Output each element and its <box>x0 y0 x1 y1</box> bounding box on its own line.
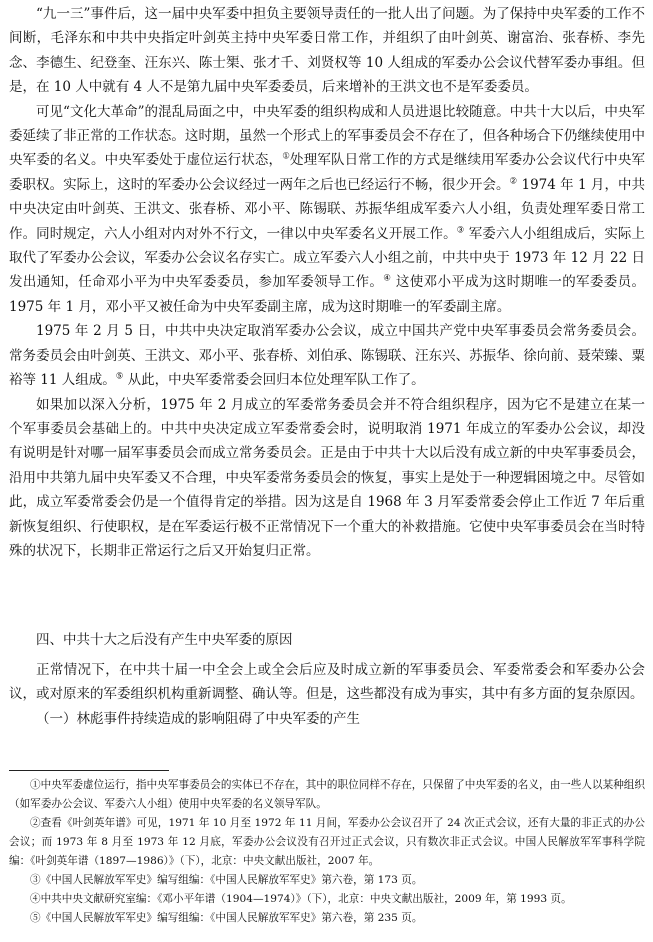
paragraph-1-text: “九一三”事件后，这一届中央军委中担负主要领导责任的一批人出了问题。为了保持中央军委的工作不间断，毛泽东和中共中央指定叶剑英主持中央军委日常工作，并组织了由叶剑英、谢富治、张春桥、李先念、李德生、纪登奎、汪东兴、陈士榘、张才千、刘贤权等 10 人组成的军委办公会议代替军委办事组。但是，在 10 人中就有 4 人不是第九届中央军委委员，后来增补的王洪文也不是军委委员。 <box>9 6 645 96</box>
paragraph-2 <box>9 100 645 320</box>
footnote-3-text: 《中国人民解放军军史》编写组编：《中国人民解放军军史》第六卷，第 173 页。 <box>40 874 423 886</box>
footnote-ref-4: ④ <box>383 273 392 284</box>
paragraph-3-text-b: 从此，中央军委常委会回归本位处理军队工作了。 <box>123 372 425 389</box>
footnote-5-text: 《中国人民解放军军史》编写组编：《中国人民解放军军史》第六卷，第 235 页。 <box>40 912 423 924</box>
body-text <box>9 2 645 563</box>
paragraph-2-text-d: 军委六人小组组成后，实际上取代了军委办公会议，军委办公会议名存实亡。成立军委六人小组之前，中共中央于 1973 年 12 月 22 日发出通知，任命邓小平为中央军委委员，参加军委领导工作。 <box>9 225 646 291</box>
after-heading-block <box>9 658 645 731</box>
footnote-2 <box>9 814 645 871</box>
paragraph-2-text-b: 处理军队日常工作的方式是继续用军委办公会议代行中央军委职权。实际上，这时的军委办公会议经过一两年之后也已经运行不畅，很少开会。 <box>9 152 646 193</box>
paragraph-1 <box>9 2 645 100</box>
paragraph-4-text: 如果加以深入分析，1975 年 2 月成立的军委常务委员会并不符合组织程序，因为它不是建立在某一个军事委员会基础上的。中共中央决定成立军委常委会时，说明取消 1971 年成立的军委办公会议，却没有说明是针对哪一届军事委员会而成立常务委员会。正是由于中共十大以后没有成立新的中央军事委员会，沿用中共第九届中央军委又不合理，中央军委常务委员会的恢复，事实上是处于一种逻辑困境之中。尽管如此，成立军委常委会仍是一个值得肯定的举措。因为这是自 1968 年 3 月军委常委会停止工作近 7 年后重新恢复组织、行使职权，是在军委运行极不正常情况下一个重大的补救措施。它使中央军事委员会在当时特殊的状况下，长期非正常运行之后又开始复归正常。 <box>9 396 645 559</box>
footnotes <box>9 776 645 928</box>
footnote-ref-1: ① <box>282 151 290 162</box>
footnote-divider <box>9 770 169 771</box>
paragraph-3 <box>9 319 645 392</box>
footnote-2-text: 查看《叶剑英年谱》可见，1971 年 10 月至 1972 年 11 月间，军委办公会议召开了 24 次正式会议，还有大量的非正式的办公会议；而 1973 年 8 月至 1973 年 12 月底，军委办公会议没有召开过正式会议，只有数次非正式会议。中国人民解放军军事科学院编：《叶剑英年谱（1897—1986）》（下），北京：中央文献出版社，2007 年。 <box>9 817 645 867</box>
paragraph-5: 正常情况下，在中共十届一中全会上或全会后应及时成立新的军事委员会、军委常委会和军委办公会议，或对原来的军委组织机构重新调整、确认等。但是，这些都没有成为事实，其中有多方面的复杂原因。 <box>9 662 645 703</box>
footnote-ref-5: ⑤ <box>115 371 124 382</box>
footnote-1-mark: ① <box>30 779 41 791</box>
footnote-ref-3: ③ <box>456 225 465 236</box>
footnote-1 <box>9 776 645 814</box>
footnote-3 <box>9 871 645 890</box>
footnote-4-text: 中共中央文献研究室编：《邓小平年谱（1904—1974）》（下），北京：中央文献出版社，2009 年，第 1993 页。 <box>40 893 572 905</box>
section-heading: 四、中共十大之后没有产生中央军委的原因 <box>36 632 293 648</box>
footnote-2-mark: ② <box>30 817 41 829</box>
footnote-5-mark: ⑤ <box>30 912 41 924</box>
footnote-3-mark: ③ <box>30 874 41 886</box>
paragraph-4 <box>9 393 645 564</box>
paragraph-2-text-e: 这使邓小平成为这时期唯一的军委委员。1975 年 1 月，邓小平又被任命为中央军委副主席，成为这时期唯一的军委副主席。 <box>9 274 645 315</box>
footnote-4-mark: ④ <box>30 893 41 905</box>
paragraph-2-text-a: 可见“文化大革命”的混乱局面之中，中央军委的组织构成和人员进退比较随意。中共十大以后，中央军委延续了非正常的工作状态。这时期，虽然一个形式上的军事委员会不存在了，但各种场合下仍继续使用中央军委的名义。中央军委处于虚位运行状态， <box>9 103 645 169</box>
paragraph-3-text-a: 1975 年 2 月 5 日，中共中央决定取消军委办公会议，成立中国共产党中央军事委员会常务委员会。常务委员会由叶剑英、王洪文、邓小平、张春桥、刘伯承、陈锡联、汪东兴、苏振华、徐向前、聂荣臻、粟裕等 11 人组成。 <box>9 323 645 389</box>
sub-heading: （一）林彪事件持续造成的影响阻碍了中央军委的产生 <box>36 710 360 727</box>
footnote-5 <box>9 909 645 928</box>
footnote-4 <box>9 890 645 909</box>
footnote-1-text: 中央军委虚位运行，指中央军事委员会的实体已不存在，其中的职位同样不存在，只保留了中央军委的名义，由一些人以某种组织（如军委办公会议、军委六人小组）使用中央军委的名义领导军队。 <box>9 779 646 810</box>
footnote-ref-2: ② <box>509 176 518 187</box>
paragraph-2-text-c: 1974 年 1 月，中共中央决定由叶剑英、王洪文、张春桥、邓小平、陈锡联、苏振华组成军委六人小组，负责处理军委日常工作。同时规定，六人小组对内对外不行文，一律以中央军委名义开展工作。 <box>9 176 646 242</box>
